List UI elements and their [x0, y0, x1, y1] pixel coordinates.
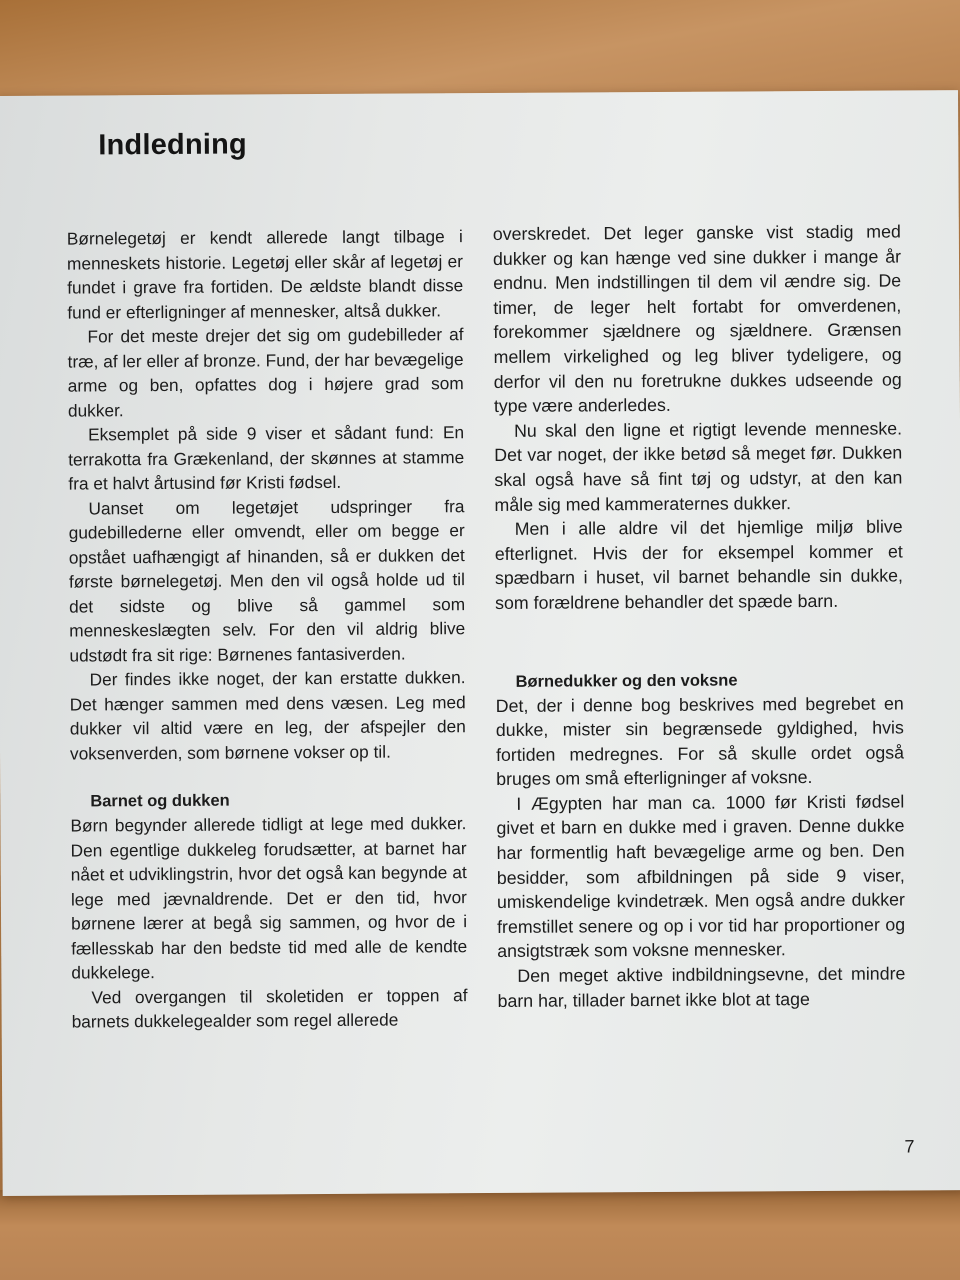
- page-title: Indledning: [98, 128, 247, 162]
- paragraph: I Ægypten har man ca. 1000 før Kristi fødsel givet et barn en dukke med i graven. Denne dukke har formentlig haft bevægelige arme og ben. Den besidder, som afbildningen på side 9 viser, umiskendelige kvindetræk. Men også andre dukker fremstillet senere og op i vor tid har proportioner og ansigtstræk som voksne mennesker.: [496, 791, 906, 962]
- paragraph: Børnelegetøj er kendt allerede langt tilbage i menneskets historie. Legetøj eller skår af legetøj er fundet i grave fra fortiden. De ældste blandt disse fund er efterligninger af mennesker, altså dukker.: [66, 226, 464, 323]
- paragraph: Den meget aktive indbildningsevne, det mindre barn har, tillader barnet ikke blot at tage: [497, 963, 906, 1011]
- paragraph: Nu skal den ligne et rigtigt levende menneske. Det var noget, der ikke betød så meget før. Dukken skal også have så fint tøj og udstyr, at den kan måle sig med kammeraternes dukker.: [494, 418, 903, 515]
- left-column: [67, 224, 468, 1034]
- paragraph: Men i alle aldre vil det hjemlige miljø blive efterlignet. Hvis der for eksempel kommer et spædbarn i huset, vil barnet behandle sin dukke, som forældrene behandler det spæde barn.: [494, 516, 904, 613]
- book-page: [0, 90, 960, 1196]
- paragraph: Uanset om legetøjet udspringer fra gudebillederne eller omvendt, eller om begge er opstået uafhængigt af hinanden, så er dukken det første børnelegetøj. Men den vil også holde ud til det sidste og blive så gammel som menneskeslægten selv. For den vil aldrig blive udstødt fra sit rige: Børnenes fantasiverden.: [68, 495, 466, 666]
- paragraph: Det, der i denne bog beskrives med begrebet en dukke, mister sin begrænsede gyldighed, hvis fortiden medregnes. For så skulle ordet også bruges om små efterligninger af voksne.: [495, 692, 905, 790]
- paragraph: Ved overgangen til skoletiden er toppen af barnets dukkelegealder som regel allerede: [71, 984, 468, 1032]
- table-surface-bottom: [0, 1190, 960, 1280]
- page-number: 7: [904, 1136, 915, 1157]
- section-heading: Børnedukker og den voksne: [515, 670, 738, 691]
- paragraph: overskredet. Det leger ganske vist stadig med dukker og kan hænge ved sine dukker i mange år endnu. Men indstillingen til dem vil ændre sig. De timer, de leger helt fortabt for omverdenen, forekommer sjældnere og sjældnere. Grænsen mellem virkelighed og leg bliver tydeligere, og derfor vil den nu foretrukne dukkes udseende og type være anderledes.: [492, 221, 902, 417]
- paragraph: For det meste drejer det sig om gudebilleder af træ, af ler eller af bronze. Fund, der har bevægelige arme og ben, opfattes dog i højere grad som dukker.: [67, 324, 464, 421]
- section-heading: Barnet og dukken: [90, 791, 230, 811]
- right-column: [493, 219, 906, 1013]
- paragraph: Børn begynder allerede tidligt at lege med dukker. Den egentlige dukkeleg forudsætter, at barnet har nået et udviklingstrin, hvor det også kan begynde at lege med jævnaldrende. Det er den tid, hvor børnene lærer at begå sig sammen, og hvor de i fællesskab har den bedste tid med alle de kendte dukkelege.: [70, 813, 468, 983]
- paragraph: Eksemplet på side 9 viser et sådant fund: En terrakotta fra Grækenland, der skønnes at stamme fra et halvt årtusind før Kristi fødsel.: [68, 422, 465, 494]
- paragraph: Der findes ikke noget, der kan erstatte dukken. Det hænger sammen med dens væsen. Leg med dukker vil altid være en leg, der afspejler den voksenverden, som børnene vokser op til.: [69, 667, 466, 764]
